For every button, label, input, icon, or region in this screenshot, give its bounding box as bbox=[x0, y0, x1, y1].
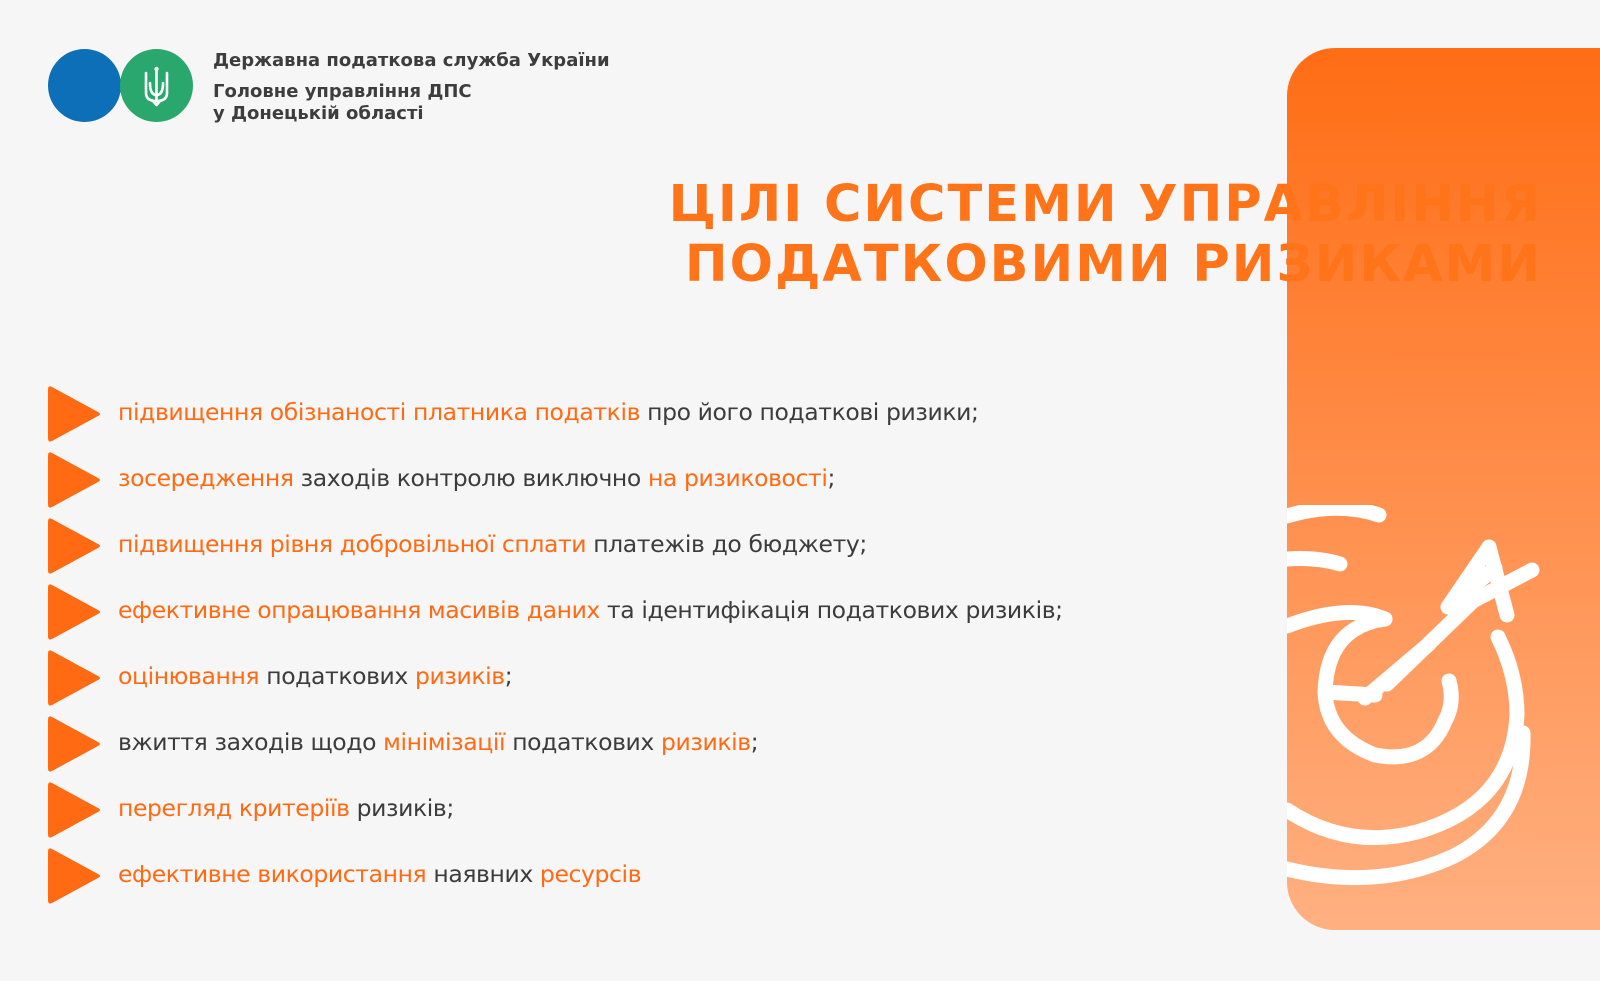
play-triangle-icon bbox=[48, 450, 102, 510]
highlighted-text: на ризиковості bbox=[647, 464, 828, 492]
plain-text: наявних bbox=[426, 860, 540, 888]
highlighted-text: підвищення обізнаності платника податків bbox=[118, 398, 641, 426]
org-line-3: у Донецькій області bbox=[213, 103, 424, 124]
plain-text: ; bbox=[827, 464, 836, 492]
list-item bbox=[48, 710, 1248, 776]
page-title bbox=[669, 175, 1542, 295]
highlighted-text: ефективне використання bbox=[118, 860, 427, 888]
play-triangle-icon bbox=[48, 648, 102, 708]
list-item bbox=[48, 644, 1248, 710]
goal-text bbox=[118, 595, 1063, 625]
highlighted-text: оцінювання bbox=[118, 662, 260, 690]
highlighted-text: ресурсів bbox=[539, 860, 642, 888]
org-line-2: Головне управління ДПС bbox=[213, 81, 472, 102]
highlighted-text: перегляд критеріїв bbox=[118, 794, 350, 822]
highlighted-text: ризиків bbox=[660, 728, 751, 756]
goal-text bbox=[118, 859, 641, 889]
list-item bbox=[48, 380, 1248, 446]
list-item bbox=[48, 512, 1248, 578]
org-line-1: Державна податкова служба України bbox=[213, 50, 610, 71]
plain-text: податкових bbox=[259, 662, 415, 690]
plain-text: ; bbox=[750, 728, 759, 756]
plain-text: про його податкові ризики; bbox=[640, 398, 979, 426]
plain-text: та ідентифікація податкових ризиків; bbox=[599, 596, 1063, 624]
play-triangle-icon bbox=[48, 582, 102, 642]
plain-text: ризиків; bbox=[349, 794, 454, 822]
goal-text bbox=[118, 529, 867, 559]
highlighted-text: підвищення рівня добровільної сплати bbox=[118, 530, 587, 558]
list-item bbox=[48, 776, 1248, 842]
dps-logo bbox=[48, 49, 193, 122]
trident-icon bbox=[120, 49, 193, 122]
list-item bbox=[48, 446, 1248, 512]
plain-text: платежів до бюджету; bbox=[586, 530, 867, 558]
goal-text bbox=[118, 463, 835, 493]
goal-text bbox=[118, 793, 454, 823]
goal-text bbox=[118, 397, 979, 427]
plain-text: заходів контролю виключно bbox=[293, 464, 648, 492]
highlighted-text: мінімізації bbox=[383, 728, 506, 756]
play-triangle-icon bbox=[48, 516, 102, 576]
plain-text: податкових bbox=[505, 728, 661, 756]
title-line-1: ЦІЛІ СИСТЕМИ УПРАВЛІННЯ bbox=[668, 175, 1542, 234]
plain-text: вжиття заходів щодо bbox=[118, 728, 384, 756]
organization-name bbox=[213, 50, 610, 125]
highlighted-text: ефективне опрацювання масивів даних bbox=[118, 596, 600, 624]
target-arrow-icon bbox=[1287, 505, 1600, 895]
play-triangle-icon bbox=[48, 780, 102, 840]
list-item bbox=[48, 578, 1248, 644]
play-triangle-icon bbox=[48, 714, 102, 774]
goals-list bbox=[48, 380, 1248, 908]
logo-blue-circle bbox=[48, 49, 121, 122]
goal-text bbox=[118, 661, 512, 691]
highlighted-text: ризиків bbox=[415, 662, 505, 690]
play-triangle-icon bbox=[48, 846, 102, 906]
list-item bbox=[48, 842, 1248, 908]
title-line-2: ПОДАТКОВИМИ РИЗИКАМИ bbox=[684, 235, 1542, 294]
play-triangle-icon bbox=[48, 384, 102, 444]
highlighted-text: зосередження bbox=[118, 464, 294, 492]
plain-text: ; bbox=[504, 662, 513, 690]
goal-text bbox=[118, 727, 758, 757]
